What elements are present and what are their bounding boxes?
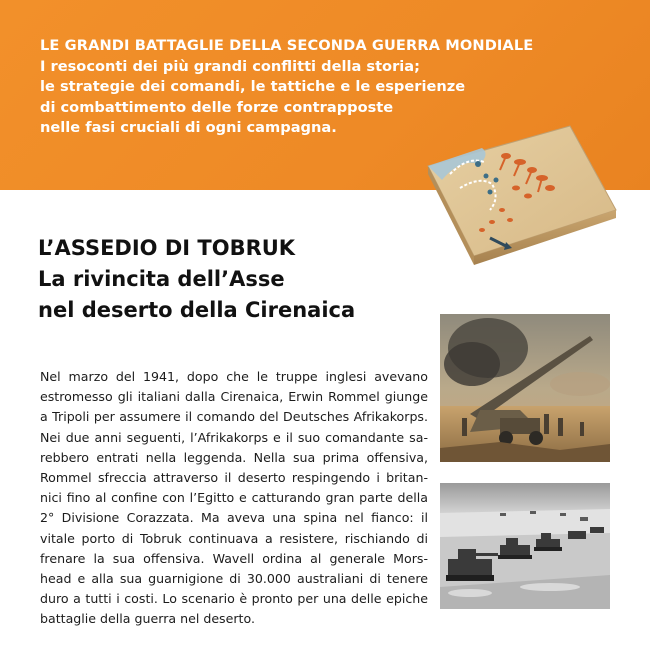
headline-subtitle-line: La rivincita dell’Asse <box>38 267 285 291</box>
body-line: 2° Divisione Corazzata. Ma aveva una spina nel fianco: il <box>40 510 428 526</box>
banner-line: le strategie dei comandi, le tattiche e le esperienze <box>40 78 466 96</box>
banner-line: di combattimento delle forze contrapposte <box>40 98 394 116</box>
body-line: Nel marzo del 1941, dopo che le truppe inglesi avevano <box>40 369 428 384</box>
battle-painting-photo <box>440 314 610 462</box>
banner-line: nelle fasi cruciali di ogni campagna. <box>40 119 337 137</box>
body-line: duro a tutti i costi. Lo scenario è pronto per una delle epiche <box>40 591 428 607</box>
body-line: head e alla sua guarnigione di 30.000 australiani di tenere <box>40 571 428 587</box>
body-line: estromesso gli italiani dalla Cirenaica, Erwin Rommel giunge <box>40 389 428 405</box>
tanks-desert-photo <box>440 483 610 609</box>
body-line: vitale porto di Tobruk continuava a resistere, rischiando di <box>40 530 428 546</box>
body-line: Nei due anni seguenti, l’Afrikakorps e il suo comandante sa- <box>40 429 428 445</box>
body-line: a Tripoli per assumere il comando del Deutsches Afrikakorps. <box>40 409 428 425</box>
banner-line: I resoconti dei più grandi conflitti della storia; <box>40 57 420 75</box>
body-line: Rommel sfreccia attraverso il deserto respingendo i britan- <box>40 470 428 486</box>
battle-map-illustration <box>420 118 618 268</box>
body-line: frenare la sua offensiva. Wavell ordina al generale Mors- <box>40 550 428 566</box>
article-body <box>40 367 428 630</box>
body-line: nici fino al confine con l’Egitto e catturando gran parte della <box>40 490 428 506</box>
headline-subtitle-line: nel deserto della Cirenaica <box>38 298 356 322</box>
article-headline <box>38 233 418 326</box>
series-title: LE GRANDI BATTAGLIE DELLA SECONDA GUERRA MONDIALE <box>40 37 534 54</box>
headline-title: L’ASSEDIO DI TOBRUK <box>38 236 296 260</box>
body-line: rebbero entrati nella leggenda. Nella sua prima offensiva, <box>40 449 428 465</box>
body-line: battaglie della guerra nel deserto. <box>40 611 255 627</box>
